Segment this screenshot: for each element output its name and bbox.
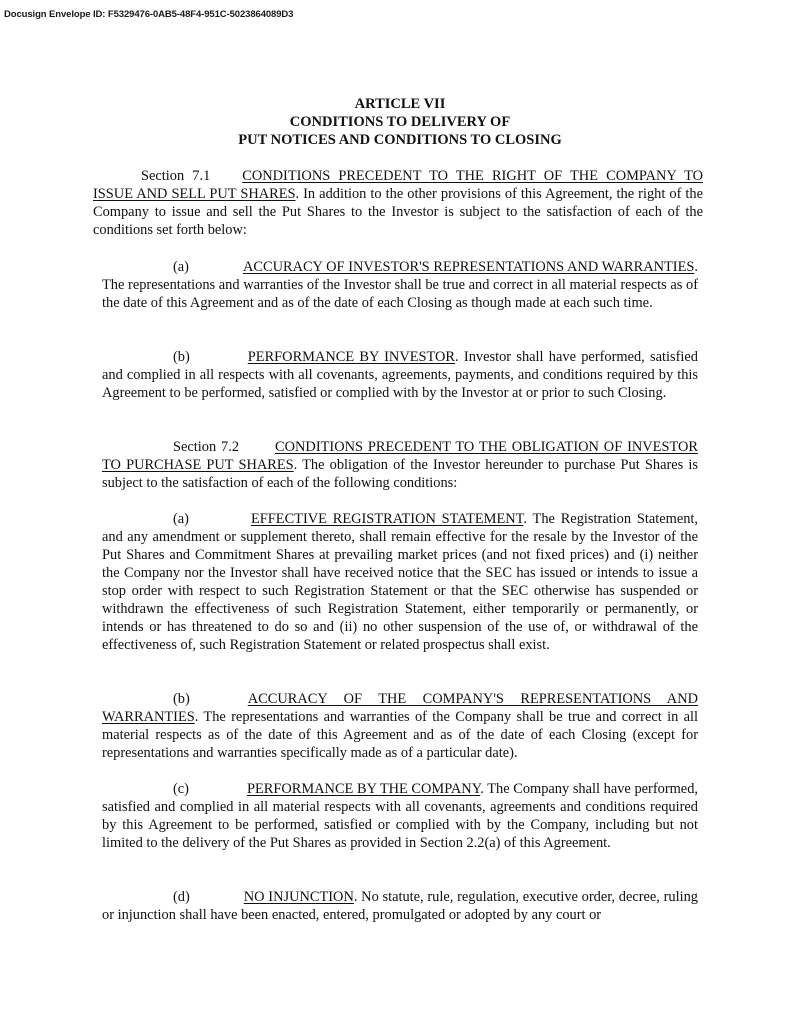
section-7-2-d-label: (d)	[173, 889, 190, 905]
section-7-1	[93, 167, 703, 239]
section-7-2-c-label: (c)	[173, 781, 189, 797]
article-title-line-2: PUT NOTICES AND CONDITIONS TO CLOSING	[238, 132, 562, 148]
section-7-1-a	[102, 258, 698, 312]
section-7-2	[102, 438, 698, 492]
section-7-2-d-heading: NO INJUNCTION	[243, 889, 354, 905]
section-7-1-b-heading: PERFORMANCE BY INVESTOR	[247, 349, 456, 365]
section-7-1-body: . In addition to the other provisions of this Agreement, the right of the Company to issue and sell the Put Shares to the Investor is subject to the satisfaction of each of the conditions set forth below:	[93, 186, 703, 238]
section-7-2-c-heading: PERFORMANCE BY THE COMPANY	[246, 781, 481, 797]
section-7-1-a-body: . The representations and warranties of the Investor shall be true and correct in all material respects as of the date of this Agreement and as of the date of each Closing as though made at each such time.	[102, 259, 698, 311]
section-7-1-b-label: (b)	[173, 349, 190, 365]
section-7-2-a-body: . The Registration Statement, and any amendment or supplement thereto, shall remain effective for the resale by the Investor of the Put Shares and Commitment Shares at prevailing market prices (and not fixed prices) and (i) neither the Company nor the Investor shall have received notice that the SEC has issued or intends to issue a stop order with respect to such Registration Statement or that the SEC otherwise has suspended or withdrawn the effectiveness of such Registration Statement, either temporarily or permanently, or intends or has threatened to do so and (ii) no other suspension of the use of, or withdrawal of the effectiveness of, such Registration Statement or related prospectus shall exist.	[102, 511, 698, 653]
section-7-1-a-label: (a)	[173, 259, 189, 275]
section-7-2-c	[102, 780, 698, 852]
section-7-2-b-heading: ACCURACY OF THE COMPANY'S REPRESENTATIONS AND WARRANTIES	[102, 691, 698, 725]
section-7-2-a-heading: EFFECTIVE REGISTRATION STATEMENT	[250, 511, 524, 527]
article-title-line-1: CONDITIONS TO DELIVERY OF	[289, 114, 511, 130]
section-7-2-heading: CONDITIONS PRECEDENT TO THE OBLIGATION OF INVESTOR TO PURCHASE PUT SHARES	[102, 439, 698, 473]
section-7-2-b	[102, 690, 698, 762]
section-7-1-heading: CONDITIONS PRECEDENT TO THE RIGHT OF THE COMPANY TO ISSUE AND SELL PUT SHARES	[93, 168, 703, 202]
article-number: ARTICLE VII	[354, 96, 446, 112]
section-7-2-b-label: (b)	[173, 691, 190, 707]
section-7-2-c-body: . The Company shall have performed, satisfied and complied in all material respects with all covenants, agreements and conditions required by this Agreement to be performed, satisfied or complied with by the Company, including but not limited to the delivery of the Put Shares as provided in Section 2.2(a) of this Agreement.	[102, 781, 698, 851]
section-7-1-b	[102, 348, 698, 402]
section-7-2-d	[102, 888, 698, 924]
section-7-1-b-body: . Investor shall have performed, satisfied and complied in all respects with all covenants, agreements, payments, and conditions required by this Agreement to be performed, satisfied or complied with by the Investor at or prior to such Closing.	[102, 349, 699, 401]
section-7-1-a-heading: ACCURACY OF INVESTOR'S REPRESENTATIONS AND WARRANTIES	[242, 259, 695, 275]
section-7-2-d-body: . No statute, rule, regulation, executive order, decree, ruling or injunction shall have been enacted, entered, promulgated or adopted by any court or	[102, 889, 698, 923]
section-7-2-a-label: (a)	[173, 511, 189, 527]
section-7-2-a	[102, 510, 698, 654]
section-7-2-label: Section 7.2	[173, 439, 240, 455]
docusign-envelope-id: Docusign Envelope ID: F5329476-0AB5-48F4-951C-5023864089D3	[4, 9, 294, 20]
section-7-1-label: Section 7.1	[141, 168, 211, 184]
section-7-2-body: . The obligation of the Investor hereunder to purchase Put Shares is subject to the satisfaction of each of the following conditions:	[102, 457, 698, 491]
section-7-2-b-body: . The representations and warranties of the Company shall be true and correct in all material respects as of the date of this Agreement and as of the date of each Closing (except for representations and warranties specifically made as of a particular date).	[102, 709, 698, 761]
